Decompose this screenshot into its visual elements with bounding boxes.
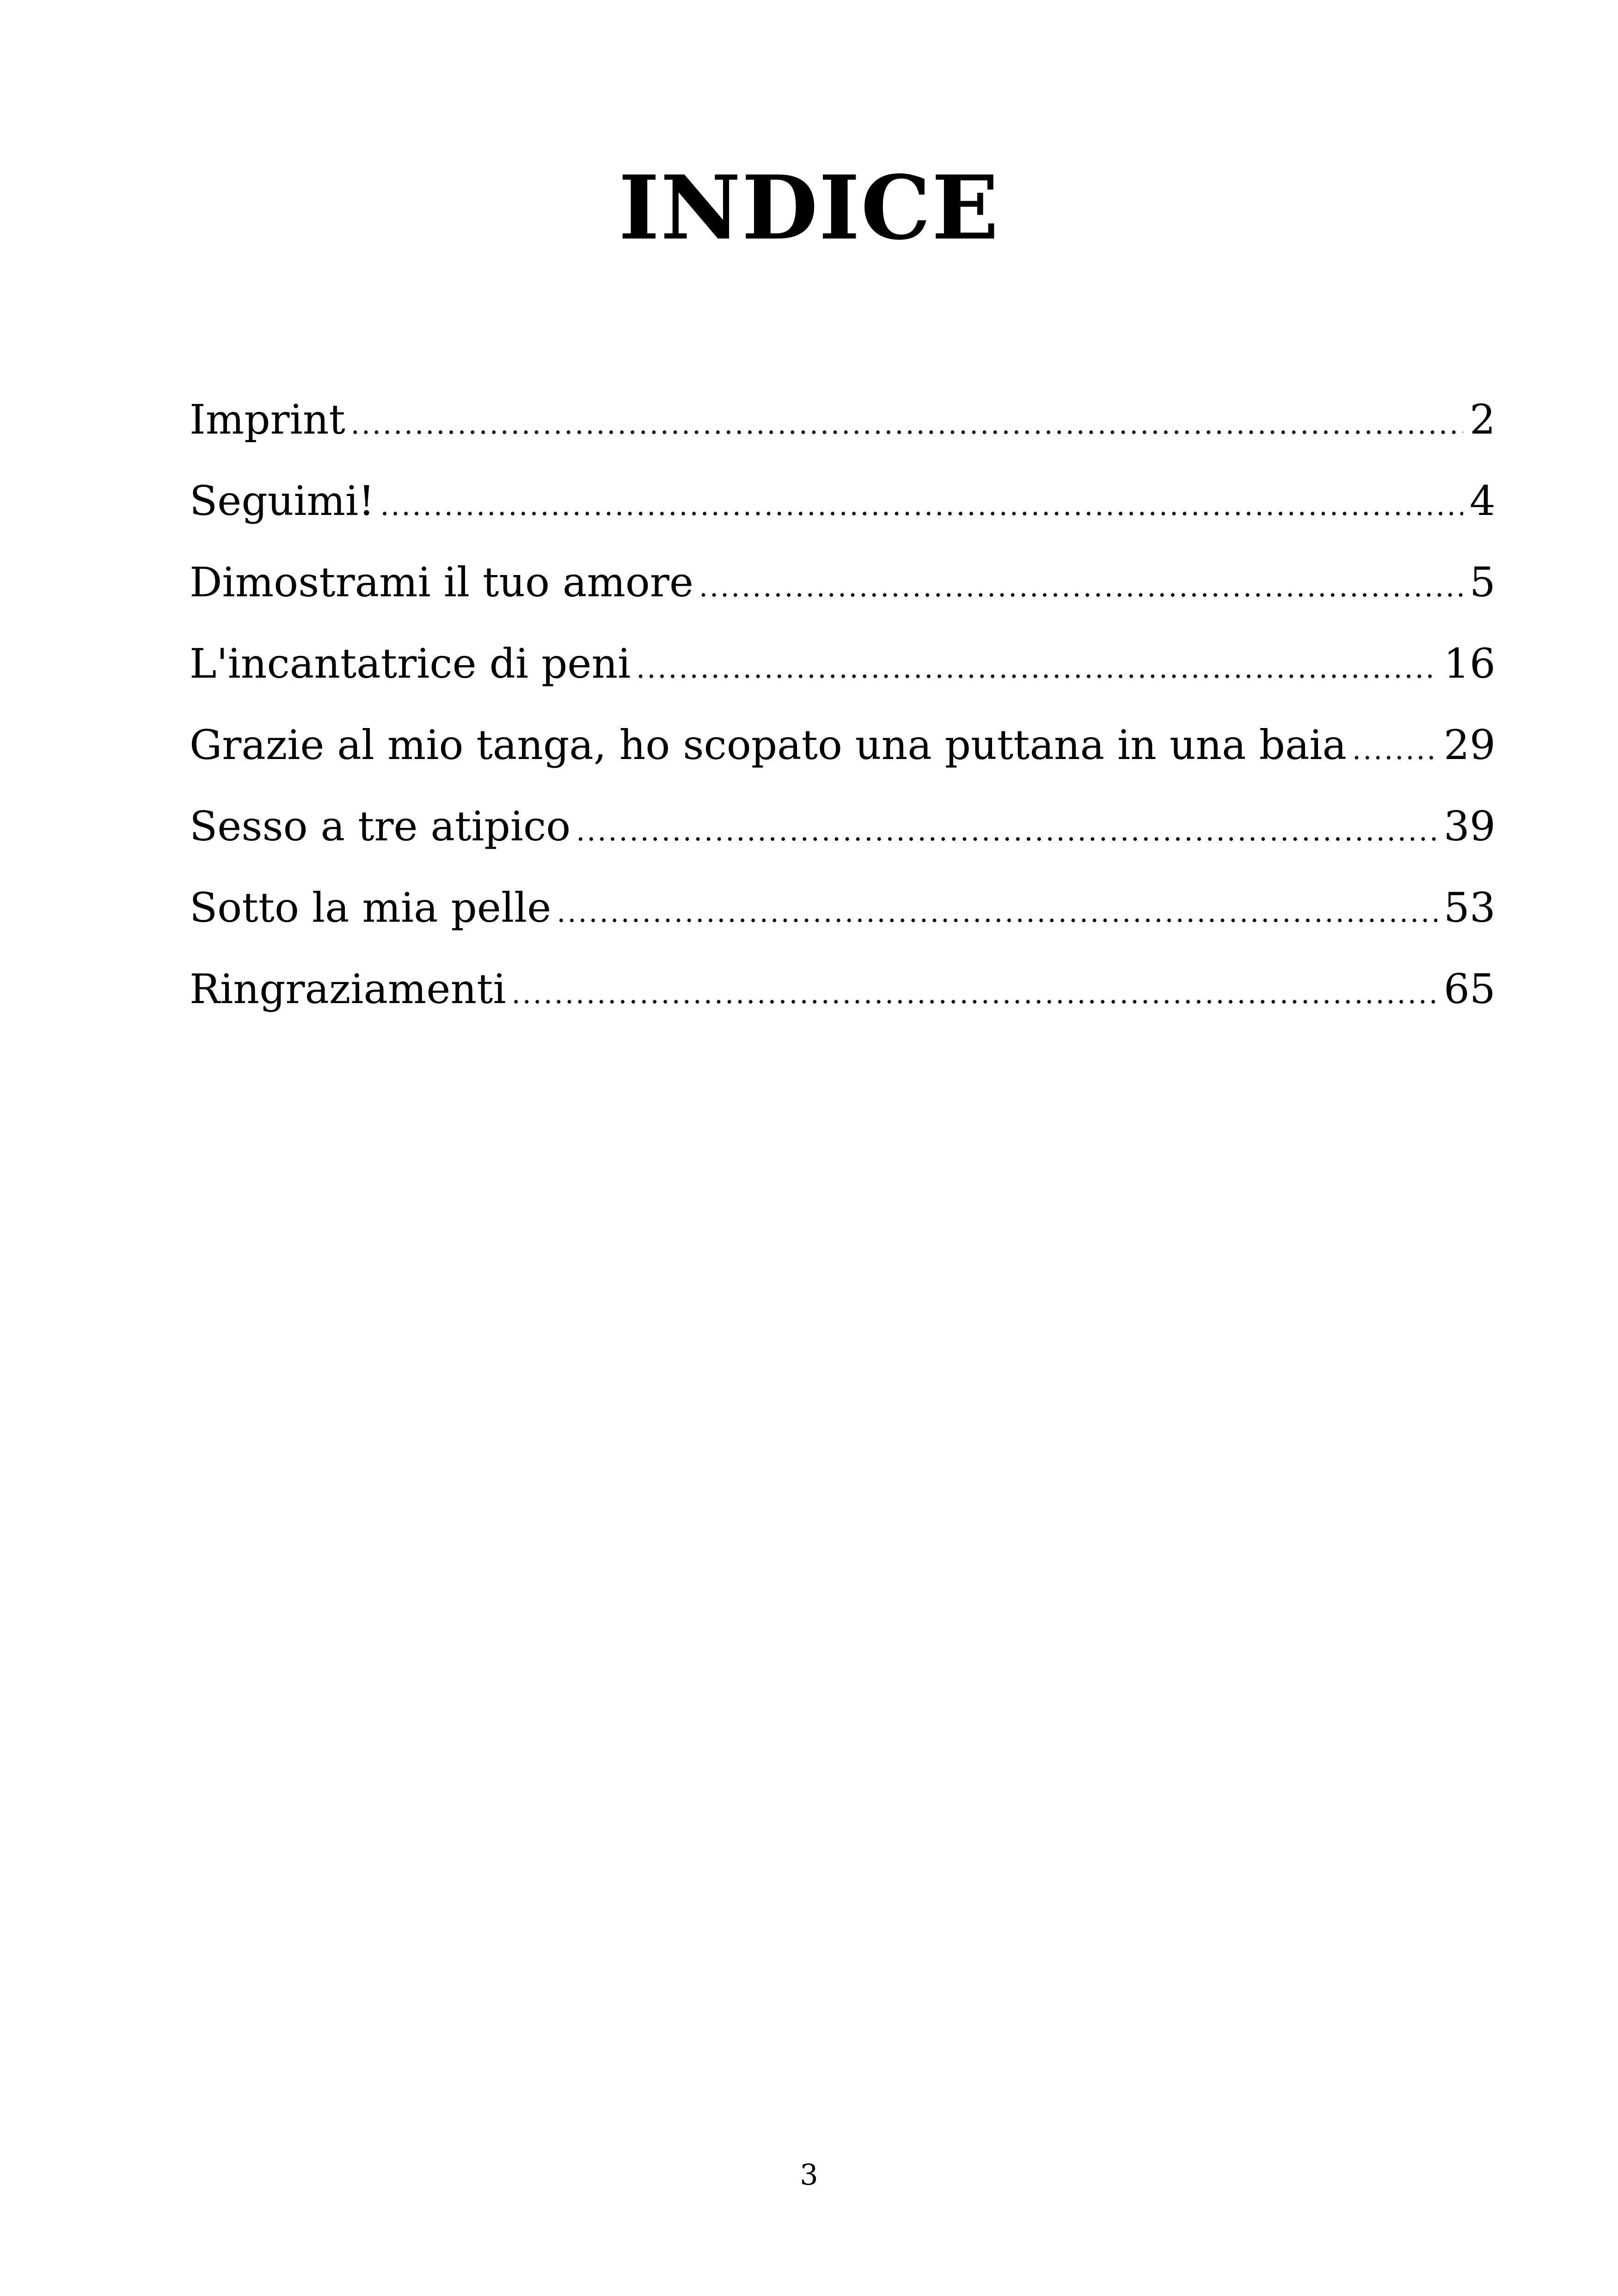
toc-entry-title: Grazie al mio tanga, ho scopato una puttana in una baia: [190, 721, 1347, 769]
toc-entry: [190, 379, 1495, 460]
toc-entry-page: 29: [1444, 721, 1495, 769]
toc-dot-leader: [699, 546, 1463, 623]
toc-dot-leader: [557, 872, 1437, 949]
toc-dot-leader: [1352, 709, 1437, 786]
toc-dot-leader: [576, 790, 1437, 867]
toc-entry-title: Ringraziamenti: [190, 965, 506, 1013]
page-number: 3: [800, 2158, 818, 2192]
toc-entry: [190, 949, 1495, 1030]
toc-entry: [190, 867, 1495, 949]
toc-entry-page: 2: [1470, 396, 1495, 443]
toc-entry: [190, 623, 1495, 704]
toc-dot-leader: [512, 953, 1437, 1030]
toc-entry-page: 5: [1470, 558, 1495, 606]
toc-entry-title: Sesso a tre atipico: [190, 802, 571, 850]
toc-dot-leader: [380, 465, 1463, 542]
toc-entry: [190, 460, 1495, 542]
toc-dot-leader: [351, 384, 1463, 460]
toc-entry-page: 4: [1470, 477, 1495, 525]
toc-entry: [190, 542, 1495, 623]
toc-entry-title: Dimostrami il tuo amore: [190, 558, 694, 606]
table-of-contents: [190, 379, 1495, 1030]
toc-entry-title: L'incantatrice di peni: [190, 640, 631, 687]
toc-entry: [190, 786, 1495, 867]
toc-entry: [190, 704, 1495, 786]
toc-dot-leader: [636, 628, 1437, 704]
page-title: INDICE: [618, 156, 1000, 259]
toc-entry-page: 39: [1444, 802, 1495, 850]
toc-entry-title: Imprint: [190, 396, 345, 443]
toc-entry-title: Sotto la mia pelle: [190, 884, 552, 931]
toc-entry-page: 65: [1444, 965, 1495, 1013]
toc-entry-page: 53: [1444, 884, 1495, 931]
toc-entry-title: Seguimi!: [190, 477, 375, 525]
toc-entry-page: 16: [1444, 640, 1495, 687]
